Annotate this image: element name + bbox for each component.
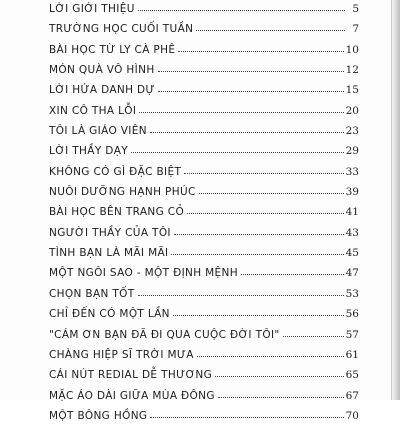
dot-leader: [178, 51, 343, 52]
toc-entry-page: 70: [345, 409, 359, 422]
toc-entry-title: BÀI HỌC TỪ LY CÀ PHÊ: [49, 43, 176, 56]
toc-entry: [49, 267, 359, 287]
toc-entry-title: TÔI LÀ GIÁO VIÊN: [49, 125, 147, 138]
toc-entry-page: 29: [345, 145, 359, 158]
toc-entry-page: 5: [352, 3, 359, 15]
toc-entry-title: MỘT BÔNG HỒNG: [49, 409, 148, 422]
toc-entry: [49, 64, 359, 84]
toc-entry-page: 20: [345, 104, 359, 117]
toc-entry: [49, 369, 359, 389]
toc-entry: [49, 3, 359, 23]
toc-entry: [49, 105, 359, 125]
toc-entry: [49, 410, 359, 430]
dot-leader: [215, 376, 344, 377]
toc-entry-title: CHỈ ĐẾN CÓ MỘT LẦN: [49, 308, 170, 321]
toc-entry-title: LỜI THẦY DẠY: [49, 145, 128, 158]
toc-entry-page: 15: [345, 84, 359, 97]
dot-leader: [150, 417, 343, 418]
dot-leader: [196, 30, 345, 31]
toc-entry: [49, 390, 359, 410]
dot-leader: [184, 173, 343, 174]
toc-entry-page: 39: [345, 186, 359, 199]
toc-entry-title: XIN CÔ THA LỖI: [49, 104, 137, 117]
dot-leader: [150, 132, 344, 133]
toc-entry-title: NUÔI DƯỠNG HẠNH PHÚC: [49, 186, 196, 199]
toc-entry: [49, 125, 359, 145]
toc-entry: [49, 308, 359, 328]
toc-entry-page: 65: [345, 369, 359, 382]
toc-entry-title: BÀI HỌC BÊN TRANG CỎ: [49, 206, 185, 219]
toc-entry-page: 43: [345, 226, 359, 239]
toc-entry-title: "CÁM ƠN BẠN ĐÃ ĐI QUA CUỘC ĐỜI TÔI": [49, 328, 280, 341]
toc-entry-page: 12: [345, 64, 359, 77]
toc-entry-page: 57: [345, 328, 359, 341]
toc-entry-page: 10: [345, 43, 359, 56]
toc-entry-page: 45: [345, 247, 359, 260]
toc-entry: [49, 329, 359, 349]
toc-entry-title: LỜI GIỚI THIỆU: [49, 3, 135, 15]
toc-entry-title: CÁI NÚT REDIAL DỄ THƯƠNG: [49, 369, 213, 382]
toc-entry: [49, 186, 359, 206]
toc-entry-page: 7: [352, 23, 359, 36]
dot-leader: [199, 193, 344, 194]
toc-entry-title: MỘT NGÔI SAO - MỘT ĐỊNH MỆNH: [49, 267, 238, 280]
toc-entry: [49, 206, 359, 226]
dot-leader: [241, 274, 344, 275]
toc-entry: [49, 84, 359, 104]
toc-entry-page: 53: [345, 287, 359, 300]
dot-leader: [173, 315, 344, 316]
toc-entry: [49, 145, 359, 165]
toc-entry-title: MẶC ÁO DÀI GIỮA MÙA ĐÔNG: [49, 389, 215, 402]
toc-entry: [49, 23, 359, 43]
toc-entry: [49, 227, 359, 247]
toc-entry: [49, 44, 359, 64]
toc-entry: [49, 166, 359, 186]
toc-entry: [49, 349, 359, 369]
toc-entry-page: 41: [345, 206, 359, 219]
dot-leader: [187, 213, 344, 214]
dot-leader: [158, 71, 344, 72]
toc-entry-title: MÓN QUÀ VÔ HÌNH: [49, 64, 155, 77]
dot-leader: [197, 356, 344, 357]
dot-leader: [218, 397, 344, 398]
toc-entry-title: LỜI HỨA DANH DỰ: [49, 84, 155, 97]
toc-entry-title: NGƯỜI THẦY CỦA TÔI: [49, 226, 171, 239]
dot-leader: [131, 152, 344, 153]
toc-entry-title: TÌNH BẠN LÀ MÃI MÃI: [49, 247, 169, 260]
toc-entry-page: 47: [345, 267, 359, 280]
dot-leader: [283, 336, 344, 337]
toc-entry-page: 33: [345, 165, 359, 178]
dot-leader: [158, 91, 344, 92]
toc-entry-page: 67: [345, 389, 359, 402]
toc-entry-page: 56: [345, 308, 359, 321]
toc-entry-title: CHỌN BẠN TỐT: [49, 287, 135, 300]
toc-entry-page: 61: [345, 348, 359, 361]
dot-leader: [171, 254, 343, 255]
toc-entry-page: 23: [345, 125, 359, 138]
toc-entry: [49, 247, 359, 267]
dot-leader: [138, 295, 344, 296]
toc-entry-title: CHÀNG HIỆP SĨ TRỜI MƯA: [49, 348, 194, 361]
table-of-contents: [49, 3, 359, 430]
toc-entry-title: KHÔNG CÓ GÌ ĐẶC BIỆT: [49, 165, 182, 178]
toc-entry: [49, 288, 359, 308]
dot-leader: [174, 234, 344, 235]
dot-leader: [138, 10, 345, 11]
book-spine-shadow: [392, 0, 400, 400]
toc-entry-title: TRƯỜNG HỌC CUỐI TUẦN: [49, 23, 194, 36]
dot-leader: [139, 112, 343, 113]
